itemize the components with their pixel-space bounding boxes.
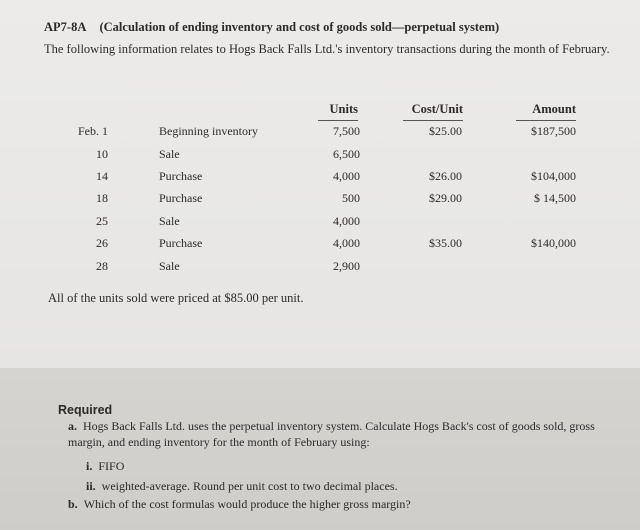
row-date: 28	[96, 259, 108, 273]
requirement-b-label: b.	[68, 497, 78, 511]
row-date: 25	[96, 214, 108, 228]
table-row	[0, 191, 640, 211]
row-units: 4,000	[333, 214, 360, 228]
requirement-a-i	[86, 458, 124, 474]
requirement-i-label: i.	[86, 459, 93, 473]
row-cost: $29.00	[429, 191, 462, 205]
table-row	[0, 236, 640, 256]
requirement-a-label: a.	[68, 419, 77, 433]
requirement-i-text: FIFO	[98, 459, 125, 473]
pricing-note: All of the units sold were priced at $85.00 per unit.	[48, 291, 304, 305]
units-column-header: Units	[318, 102, 358, 121]
row-description: Purchase	[159, 169, 203, 183]
row-amount: $187,500	[531, 124, 576, 138]
row-date: 10	[96, 147, 108, 161]
row-date: Feb. 1	[78, 124, 108, 138]
requirement-ii-label: ii.	[86, 479, 96, 493]
table-row	[0, 169, 640, 189]
row-date: 18	[96, 191, 108, 205]
row-units: 6,500	[333, 147, 360, 161]
requirement-a-ii	[86, 478, 398, 494]
row-description: Beginning inventory	[159, 124, 258, 138]
problem-intro: The following information relates to Hogs Back Falls Ltd.'s inventory transactions during the month of February.	[44, 42, 610, 56]
amount-column-header: Amount	[516, 102, 576, 121]
row-description: Purchase	[159, 236, 203, 250]
row-date: 26	[96, 236, 108, 250]
requirement-a	[68, 418, 608, 450]
row-date: 14	[96, 169, 108, 183]
requirement-b-text: Which of the cost formulas would produce the higher gross margin?	[83, 497, 411, 511]
table-row	[0, 147, 640, 167]
row-description: Sale	[159, 259, 180, 273]
problem-title: (Calculation of ending inventory and cost of goods sold—perpetual system)	[99, 20, 500, 34]
row-amount: $ 14,500	[534, 191, 576, 205]
row-units: 4,000	[333, 236, 360, 250]
row-units: 2,900	[333, 259, 360, 273]
row-description: Purchase	[159, 191, 203, 205]
row-description: Sale	[159, 214, 180, 228]
requirement-ii-text: weighted-average. Round per unit cost to two decimal places.	[101, 479, 398, 493]
table-row	[0, 259, 640, 279]
cost-column-header: Cost/Unit	[403, 102, 463, 121]
required-heading: Required	[58, 403, 113, 417]
table-row	[0, 214, 640, 234]
row-units: 7,500	[333, 124, 360, 138]
row-amount: $140,000	[531, 236, 576, 250]
table-row	[0, 124, 640, 144]
requirement-a-text: Hogs Back Falls Ltd. uses the perpetual inventory system. Calculate Hogs Back's cost of goods sold, gross margin, and ending inventory for the month of February using:	[68, 419, 595, 449]
row-units: 500	[342, 191, 360, 205]
row-units: 4,000	[333, 169, 360, 183]
row-cost: $35.00	[429, 236, 462, 250]
row-cost: $25.00	[429, 124, 462, 138]
row-cost: $26.00	[429, 169, 462, 183]
row-amount: $104,000	[531, 169, 576, 183]
problem-heading	[44, 20, 499, 35]
problem-code: AP7-8A	[44, 20, 87, 34]
row-description: Sale	[159, 147, 180, 161]
requirement-b	[68, 496, 411, 512]
